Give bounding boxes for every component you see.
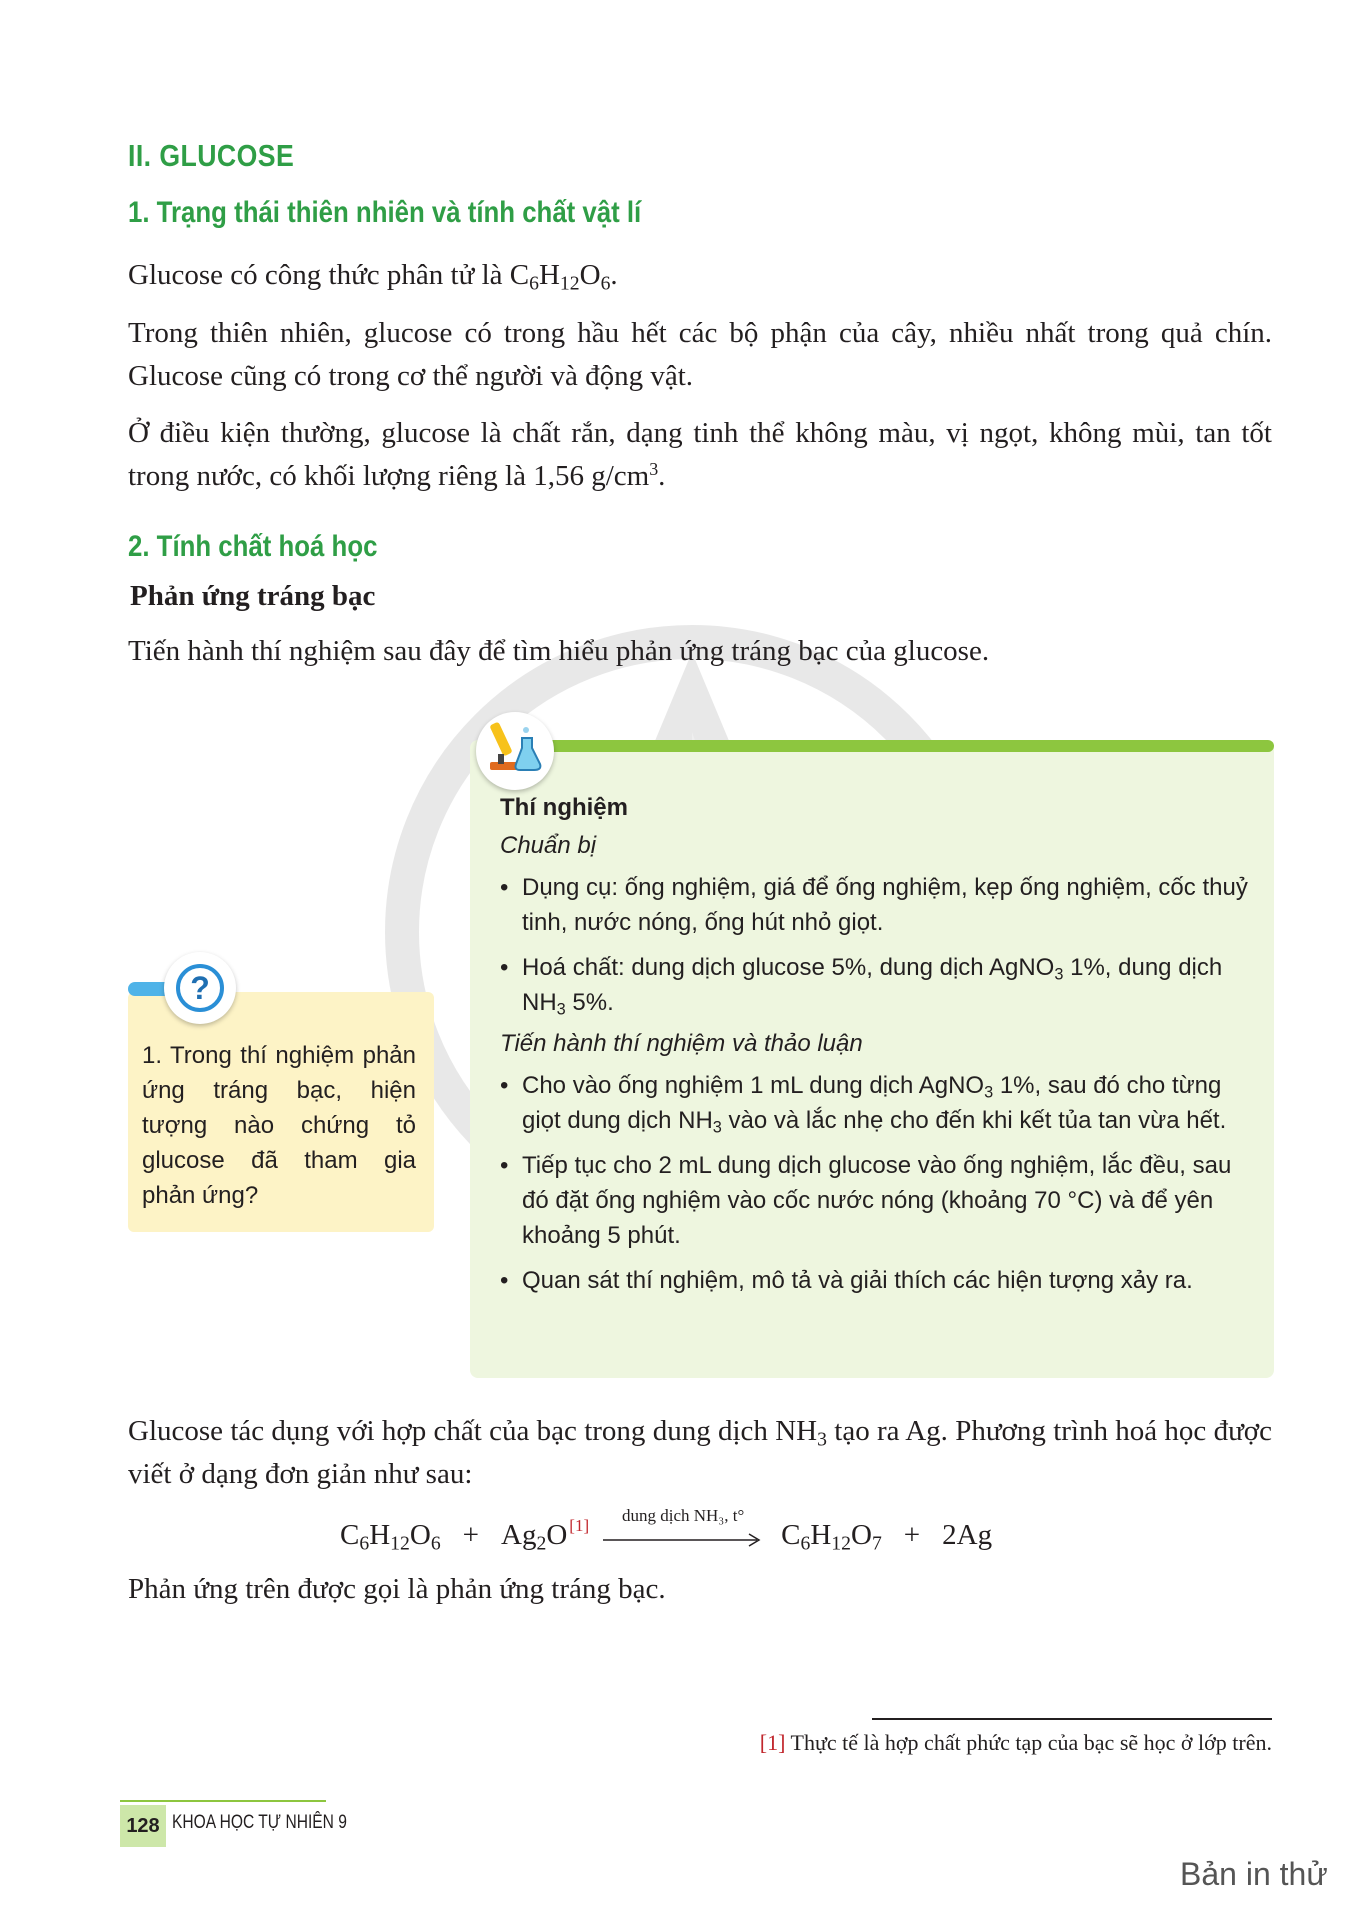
- prep-label: Chuẩn bị: [500, 832, 597, 859]
- question-icon: [164, 952, 236, 1024]
- prep-list: [500, 870, 1260, 1020]
- list-item: • Dụng cụ: ống nghiệm, giá để ống nghiệm, kẹp ống nghiệm, cốc thuỷ tinh, nước nóng, ống hút nhỏ giọt.: [500, 870, 1260, 940]
- experiment-title: Thí nghiệm: [500, 794, 628, 821]
- footer-divider: [120, 1800, 326, 1802]
- draft-label: Bản in thử: [1180, 1856, 1328, 1892]
- plus-sign: +: [462, 1518, 480, 1551]
- paragraph-intro: Tiến hành thí nghiệm sau đây để tìm hiểu phản ứng tráng bạc của glucose.: [128, 635, 990, 667]
- subsection-title-2: 2. Tính chất hoá học: [128, 530, 378, 563]
- paragraph-nature: Trong thiên nhiên, glucose có trong hầu hết các bộ phận của cây, nhiều nhất trong quả chín. Glucose cũng có trong cơ thể người và động vật.: [128, 317, 1272, 392]
- book-title: KHOA HỌC TỰ NHIÊN 9: [172, 1812, 347, 1833]
- subsection-title-1: 1. Trạng thái thiên nhiên và tính chất vật lí: [128, 196, 642, 229]
- paragraph-reaction: Glucose tác dụng với hợp chất của bạc trong dung dịch $NH_3$ tạo ra Ag. Phương trình hoá học được viết ở dạng đơn giản như sau:: [128, 1415, 1273, 1490]
- footnote-divider: [872, 1718, 1272, 1720]
- procedure-label: Tiến hành thí nghiệm và thảo luận: [500, 1030, 863, 1057]
- section-title: II. GLUCOSE: [128, 138, 295, 173]
- experiment-header-bar: [500, 740, 1274, 752]
- svg-text:?: ?: [190, 970, 210, 1006]
- question-text: 1. Trong thí nghiệm phản ứng tráng bạc, hiện tượng nào chứng tỏ glucose đã tham gia phản ứng?: [142, 1042, 416, 1209]
- reactant-silver-oxide: $Ag_2O$ [1]: [501, 1515, 590, 1555]
- list-item: • Quan sát thí nghiệm, mô tả và giải thích các hiện tượng xảy ra.: [500, 1263, 1260, 1298]
- paragraph-formula: Glucose có công thức phân tử là $C_6H_{12}O_6$.: [128, 259, 618, 295]
- reaction-condition: dung dịch NH₃, t°: [621, 1506, 745, 1525]
- paragraph-physical: Ở điều kiện thường, glucose là chất rắn, dạng tinh thể không màu, vị ngọt, không mùi, tan tốt trong nước, có khối lượng riêng là 1,56 $g/cm^3$.: [128, 417, 1272, 492]
- procedure-list: [500, 1068, 1260, 1298]
- reaction-title: Phản ứng tráng bạc: [130, 580, 376, 612]
- footnote: [1] Thực tế là hợp chất phức tạp của bạc sẽ học ở lớp trên.: [759, 1730, 1272, 1755]
- product-silver: 2Ag: [942, 1518, 993, 1551]
- product-gluconic: $C_6H_{12}O_7$: [781, 1518, 882, 1555]
- list-item: • Hoá chất: dung dịch glucose 5%, dung dịch AgNO$_3$ 1%, dung dịch $NH_3$ 5%.: [500, 950, 1260, 1020]
- chemical-equation: [340, 1506, 993, 1555]
- reactant-glucose: $C_6H_{12}O_6$: [340, 1518, 441, 1555]
- plus-sign: +: [903, 1518, 921, 1551]
- footnote-ref[interactable]: [1]: [569, 1515, 590, 1535]
- microscope-icon: [476, 712, 554, 790]
- list-item: • Tiếp tục cho 2 mL dung dịch glucose vào ống nghiệm, lắc đều, sau đó đặt ống nghiệm vào cốc nước nóng (khoảng 70 °C) và để yên khoảng 5 phút.: [500, 1148, 1260, 1253]
- reaction-arrow: [603, 1506, 763, 1552]
- paragraph-conclusion: Phản ứng trên được gọi là phản ứng tráng bạc.: [128, 1573, 666, 1605]
- page-number: 128: [126, 1814, 160, 1837]
- experiment-content: [500, 794, 1260, 1308]
- page-number-box: [120, 1805, 166, 1847]
- list-item: • Cho vào ống nghiệm 1 mL dung dịch AgNO$_3$ 1%, sau đó cho từng giọt dung dịch $NH_3$ vào và lắc nhẹ cho đến khi kết tủa tan vừa hết.: [500, 1068, 1260, 1138]
